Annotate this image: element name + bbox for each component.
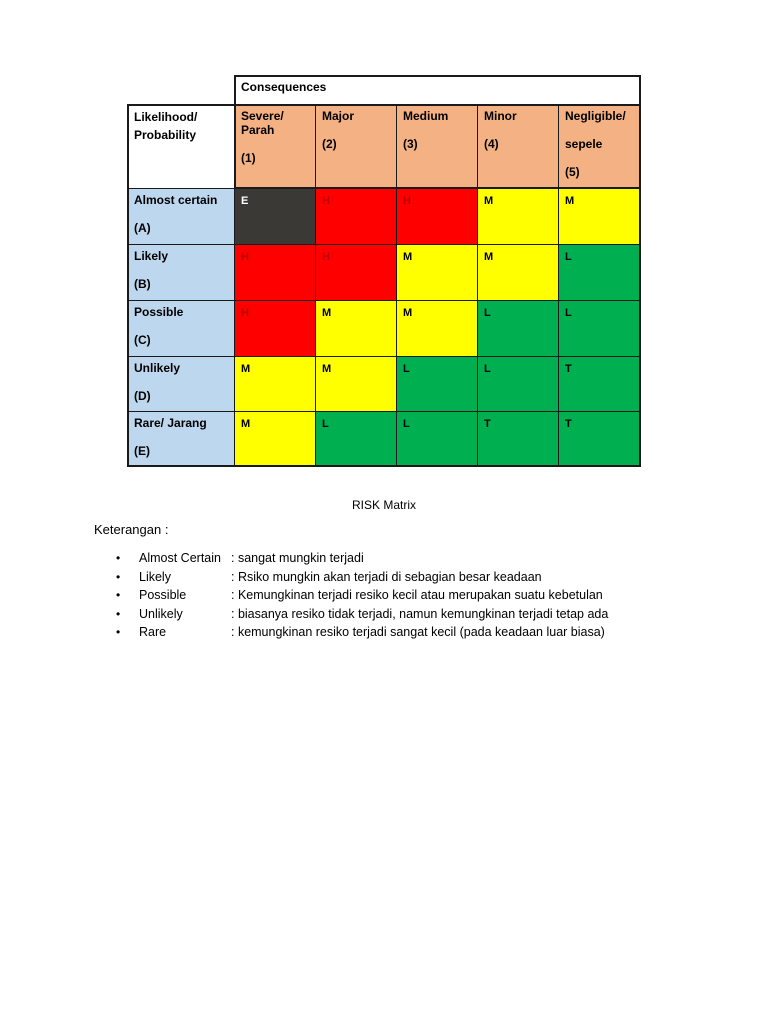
risk-level-label: L <box>565 307 572 319</box>
likelihood-code: (E) <box>134 444 150 458</box>
risk-cell <box>396 188 478 245</box>
likelihood-code: (A) <box>134 221 151 235</box>
note-item <box>0 570 768 588</box>
consequence-column-1 <box>234 104 316 189</box>
risk-level-label: H <box>322 195 330 207</box>
risk-level-label: M <box>484 251 494 263</box>
likelihood-row-2 <box>127 244 235 301</box>
note-term: Unlikely <box>139 606 183 621</box>
likelihood-row-5 <box>127 411 235 467</box>
consequence-column-label: Medium (3) <box>403 109 449 151</box>
risk-level-label: H <box>241 251 249 263</box>
note-description: : Kemungkinan terjadi resiko kecil atau merupakan suatu kebetulan <box>231 588 603 602</box>
note-description: : sangat mungkin terjadi <box>231 551 364 565</box>
note-item <box>0 607 768 625</box>
risk-level-label: T <box>565 363 572 375</box>
risk-level-label: T <box>484 418 491 430</box>
consequences-header <box>234 75 641 105</box>
risk-cell <box>234 244 316 301</box>
bullet-icon: • <box>116 588 121 602</box>
risk-cell <box>477 356 559 412</box>
likelihood-row-1 <box>127 188 235 245</box>
likelihood-code: (C) <box>134 333 151 347</box>
consequence-column-5 <box>558 104 641 189</box>
risk-cell <box>234 356 316 412</box>
risk-cell <box>477 411 559 467</box>
consequence-column-label: Severe/ Parah (1) <box>241 109 284 165</box>
likelihood-name: Almost certain <box>134 193 218 207</box>
risk-level-label: L <box>484 363 491 375</box>
risk-level-label: M <box>484 195 494 207</box>
risk-level-label: E <box>241 195 249 207</box>
risk-cell <box>396 244 478 301</box>
consequence-column-3 <box>396 104 478 189</box>
note-description: : kemungkinan resiko terjadi sangat kecil (pada keadaan luar biasa) <box>231 625 605 639</box>
risk-level-label: M <box>241 418 251 430</box>
consequence-column-label: Major (2) <box>322 109 355 151</box>
consequences-title: Consequences <box>241 80 327 94</box>
risk-cell <box>234 300 316 357</box>
note-term: Likely <box>139 569 171 584</box>
likelihood-name: Possible <box>134 305 184 319</box>
risk-cell <box>396 300 478 357</box>
risk-cell <box>396 411 478 467</box>
likelihood-code: (B) <box>134 277 151 291</box>
likelihood-name: Likely <box>134 249 169 263</box>
risk-cell <box>477 244 559 301</box>
risk-cell <box>558 300 641 357</box>
risk-level-label: L <box>403 363 410 375</box>
note-term: Possible <box>139 588 187 602</box>
risk-cell <box>315 300 397 357</box>
risk-cell <box>315 356 397 412</box>
risk-level-label: M <box>565 195 575 207</box>
consequence-column-label: Negligible/ sepele (5) <box>565 109 626 179</box>
likelihood-row-3 <box>127 300 235 357</box>
likelihood-code: (D) <box>134 389 151 403</box>
risk-level-label: M <box>403 251 413 263</box>
consequence-column-2 <box>315 104 397 189</box>
risk-level-label: L <box>484 307 491 319</box>
likelihood-name: Unlikely <box>134 361 181 375</box>
risk-cell <box>558 188 641 245</box>
risk-level-label: M <box>241 363 251 375</box>
note-description: : Rsiko mungkin akan terjadi di sebagian besar keadaan <box>231 569 542 584</box>
likelihood-header-label: Likelihood/ Probability <box>134 110 198 142</box>
risk-cell <box>477 188 559 245</box>
risk-level-label: H <box>403 195 411 207</box>
risk-level-label: H <box>322 251 330 263</box>
risk-cell <box>234 411 316 467</box>
matrix-caption: RISK Matrix <box>351 498 416 512</box>
risk-cell <box>234 188 316 245</box>
risk-level-label: H <box>241 307 249 319</box>
consequence-column-label: Minor (4) <box>484 109 517 151</box>
note-item <box>0 625 768 643</box>
risk-cell <box>477 300 559 357</box>
risk-level-label: M <box>403 307 413 319</box>
notes-title: Keterangan : <box>94 522 169 537</box>
risk-level-label: L <box>565 251 572 263</box>
note-term: Rare <box>139 625 167 639</box>
risk-cell <box>558 411 641 467</box>
risk-level-label: M <box>322 363 332 375</box>
bullet-icon: • <box>116 606 121 621</box>
likelihood-name: Rare/ Jarang <box>134 416 207 430</box>
risk-cell <box>396 356 478 412</box>
note-item <box>0 551 768 569</box>
bullet-icon: • <box>116 569 121 584</box>
risk-cell <box>558 244 641 301</box>
note-description: : biasanya resiko tidak terjadi, namun kemungkinan terjadi tetap ada <box>231 606 609 621</box>
risk-cell <box>315 188 397 245</box>
risk-level-label: L <box>322 418 329 430</box>
risk-level-label: T <box>565 418 572 430</box>
likelihood-header <box>127 104 235 189</box>
risk-cell <box>558 356 641 412</box>
risk-level-label: L <box>403 418 410 430</box>
risk-level-label: M <box>322 307 332 319</box>
risk-cell <box>315 411 397 467</box>
risk-cell <box>315 244 397 301</box>
bullet-icon: • <box>116 625 121 639</box>
note-item <box>0 588 768 606</box>
note-term: Almost Certain <box>139 551 221 565</box>
consequence-column-4 <box>477 104 559 189</box>
likelihood-row-4 <box>127 356 235 412</box>
bullet-icon: • <box>116 551 121 565</box>
